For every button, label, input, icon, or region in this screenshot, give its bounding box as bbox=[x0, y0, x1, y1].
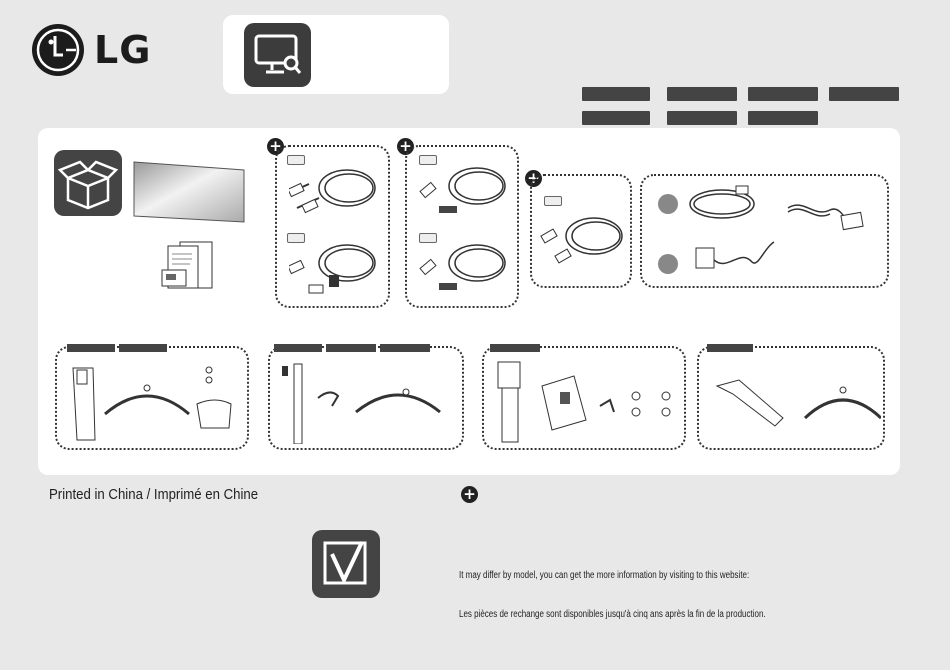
model-tab bbox=[119, 344, 167, 352]
cable-group-hdmi bbox=[275, 145, 390, 308]
option-number bbox=[658, 254, 678, 274]
printed-in-text: Printed in China / Imprimé en Chine bbox=[49, 486, 259, 503]
checkmark-icon bbox=[312, 530, 380, 598]
monitor-illustration bbox=[132, 160, 246, 229]
model-tab bbox=[707, 344, 753, 352]
model-note-text: It may differ by model, you can get the more information by visiting to this website: bbox=[459, 570, 750, 581]
model-button[interactable] bbox=[748, 111, 818, 125]
model-button[interactable] bbox=[582, 87, 650, 101]
lg-logo-icon bbox=[32, 24, 84, 76]
cable-group-displayport bbox=[405, 145, 519, 308]
plus-icon: + bbox=[525, 170, 542, 187]
model-tab bbox=[380, 344, 430, 352]
plus-icon: + bbox=[397, 138, 414, 155]
documents-illustration bbox=[160, 240, 216, 297]
title-box bbox=[223, 15, 449, 94]
model-tab bbox=[490, 344, 540, 352]
model-button[interactable] bbox=[829, 87, 899, 101]
stand-group-1 bbox=[55, 346, 249, 450]
open-box-icon bbox=[54, 150, 122, 216]
cable-group-usb bbox=[530, 174, 632, 288]
model-button[interactable] bbox=[582, 111, 650, 125]
option-number bbox=[658, 194, 678, 214]
model-tab bbox=[326, 344, 376, 352]
model-tab bbox=[67, 344, 115, 352]
model-button[interactable] bbox=[748, 87, 818, 101]
plus-icon: + bbox=[267, 138, 284, 155]
stand-group-3 bbox=[482, 346, 686, 450]
monitor-search-icon bbox=[244, 23, 311, 87]
stand-group-2 bbox=[268, 346, 464, 450]
model-button[interactable] bbox=[667, 111, 737, 125]
stand-group-4 bbox=[697, 346, 885, 450]
spare-parts-text: Les pièces de rechange sont disponibles jusqu'à cinq ans après la fin de la production. bbox=[459, 609, 766, 620]
brand-name: LG bbox=[94, 28, 152, 72]
usb-port-icon bbox=[544, 196, 562, 206]
lg-logo bbox=[32, 24, 162, 78]
plus-icon: + bbox=[461, 486, 478, 503]
model-button[interactable] bbox=[667, 87, 737, 101]
model-tab bbox=[274, 344, 322, 352]
power-adapter-group bbox=[640, 174, 889, 288]
